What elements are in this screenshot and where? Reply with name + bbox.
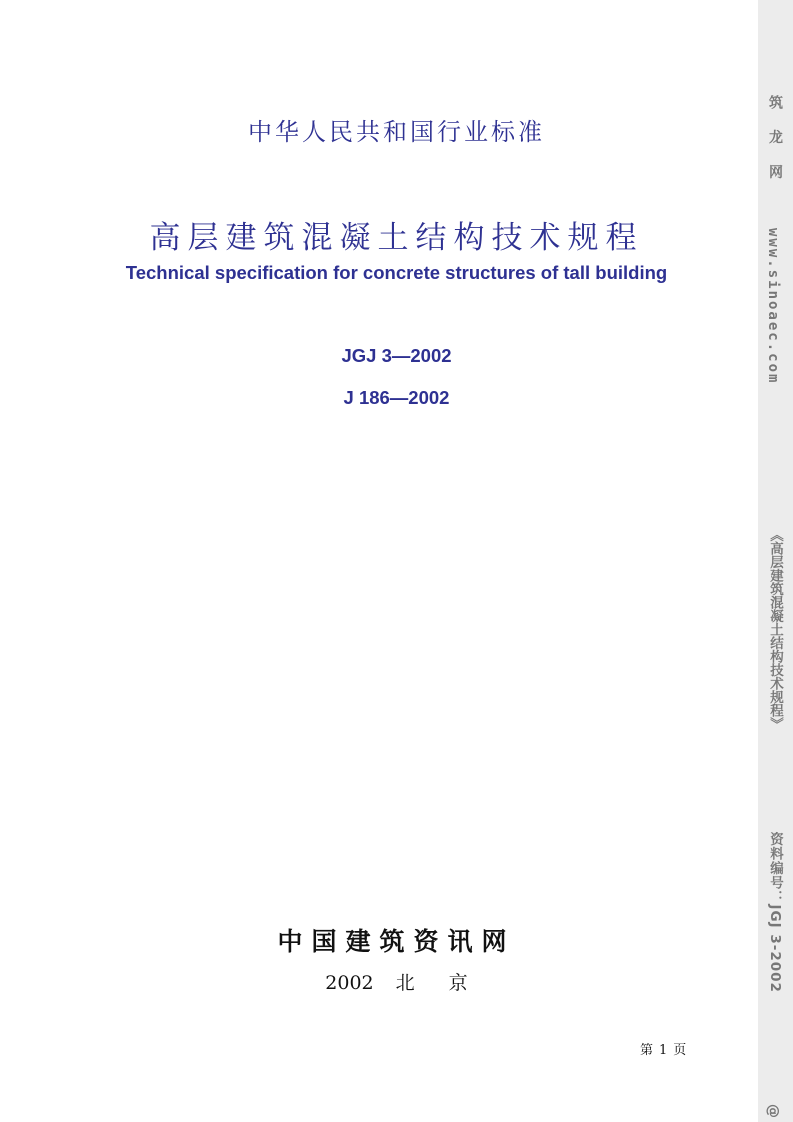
sidebar-doc-title: 《高层建筑混凝土结构技术规程》 (767, 528, 783, 731)
document-title-cn: 高层建筑混凝土结构技术规程 (149, 220, 644, 256)
sidebar-url: www.sinoaec.com (765, 228, 781, 385)
sidebar-site-name: 筑 龙 网 (767, 95, 783, 187)
sidebar-doc-id: 资料编号：JGJ 3-2002 (767, 832, 783, 993)
industry-standard-heading: 中华人民共和国行业标准 (248, 118, 545, 146)
publication-year: 2002 (325, 972, 374, 994)
page-number-suffix: 页 (673, 1043, 687, 1058)
sidebar-copyright: @ (765, 1104, 781, 1118)
page-number (640, 1039, 686, 1058)
publication-city-2: 京 (448, 972, 468, 994)
standard-code-jgj: JGJ 3—2002 (341, 345, 452, 366)
publication-place (0, 968, 793, 995)
publication-city-1: 北 (395, 972, 415, 994)
page-number-prefix: 第 (640, 1043, 654, 1058)
publisher-name: 中国建筑资讯网 (277, 927, 516, 956)
document-title-en: Technical specification for concrete structures of tall building (125, 262, 668, 283)
page-number-value: 1 (659, 1043, 668, 1058)
standard-code-j: J 186—2002 (343, 387, 450, 408)
